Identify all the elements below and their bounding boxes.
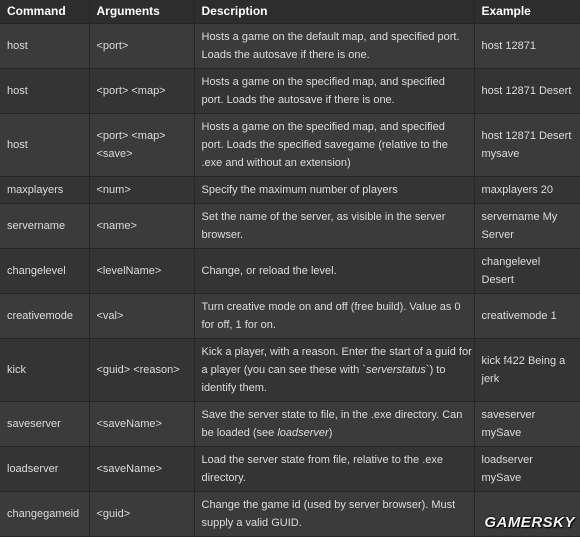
command-cell: host (0, 114, 89, 177)
description-line: Change the game id (used by server browser). Must (201, 499, 456, 511)
command-cell: maxplayers (0, 177, 89, 204)
command-cell: loadserver (0, 447, 89, 492)
command-cell: changelevel (0, 249, 89, 294)
description-line: browser. (201, 229, 244, 241)
description-line: Load the server state from file, relative to the .exe (201, 454, 444, 466)
description-line: Set the name of the server, as visible in the server (201, 211, 446, 223)
arguments-cell (89, 249, 194, 294)
arguments-text: <val> (96, 310, 124, 322)
description-line: Kick a player, with a reason. Enter the start of a guid for (201, 346, 472, 358)
example-cell (474, 447, 580, 492)
description-cell (194, 447, 474, 492)
example-text: changelevel Desert (481, 256, 541, 286)
description-line: Specify the maximum number of players (201, 184, 398, 196)
description-line: supply a valid GUID. (201, 517, 302, 529)
description-text: be loaded (see (201, 427, 278, 439)
example-cell (474, 402, 580, 447)
arguments-text: <saveName> (96, 418, 162, 430)
description-line (202, 361, 472, 379)
description-cell (194, 69, 474, 114)
table-row (0, 294, 580, 339)
table-row (0, 114, 580, 177)
description-line: port. Loads the autosave if there is one. (201, 94, 395, 106)
table-header-row (0, 0, 580, 24)
description-line: Hosts a game on the specified map, and specified (201, 121, 445, 133)
description-line: identify them. (201, 382, 267, 394)
description-emphasis: loadserver (277, 427, 329, 439)
description-line: Turn creative mode on and off (free build). Value as 0 (201, 301, 461, 313)
arguments-text: <port> <map> <save> (96, 130, 166, 160)
command-cell: saveserver (0, 402, 89, 447)
arguments-text: <num> (96, 184, 131, 196)
description-cell (194, 204, 474, 249)
description-line: .exe and without an extension) (201, 157, 351, 169)
command-cell: changegameid (0, 492, 89, 537)
table-row (0, 204, 580, 249)
arguments-text: <port> (96, 40, 129, 52)
command-cell: creativemode (0, 294, 89, 339)
arguments-text: <saveName> (96, 463, 162, 475)
description-cell (194, 492, 474, 537)
arguments-text: <name> (96, 220, 137, 232)
description-line: for off, 1 for on. (201, 319, 276, 331)
arguments-cell (89, 69, 194, 114)
arguments-cell (89, 447, 194, 492)
arguments-cell (89, 204, 194, 249)
example-cell (474, 69, 580, 114)
table-row (0, 249, 580, 294)
table-row (0, 402, 580, 447)
description-text: a player (you can see these with ` (201, 364, 366, 376)
description-text: `) to (425, 364, 446, 376)
example-cell (474, 249, 580, 294)
command-cell: host (0, 24, 89, 69)
description-line: Loads the autosave if there is one. (201, 49, 370, 61)
description-cell (194, 294, 474, 339)
arguments-cell (89, 492, 194, 537)
gamersky-watermark-logo: GAMERSKY (484, 514, 575, 531)
table-row (0, 177, 580, 204)
column-header-example: Example (474, 0, 580, 24)
table-row (0, 447, 580, 492)
command-cell: host (0, 69, 89, 114)
command-cell: servername (0, 204, 89, 249)
description-cell (194, 249, 474, 294)
description-line: Change, or reload the level. (201, 265, 337, 277)
arguments-cell (89, 114, 194, 177)
example-text: creativemode 1 (481, 310, 557, 322)
description-cell (194, 114, 474, 177)
arguments-text: <levelName> (96, 265, 162, 277)
description-cell (194, 402, 474, 447)
description-emphasis: serverstatus (365, 364, 426, 376)
column-header-arguments: Arguments (89, 0, 194, 24)
example-cell (474, 177, 580, 204)
example-cell (474, 114, 580, 177)
example-cell (474, 204, 580, 249)
description-line: Hosts a game on the default map, and specified port. (201, 31, 460, 43)
arguments-cell (89, 24, 194, 69)
table-row (0, 339, 580, 402)
arguments-cell (89, 339, 194, 402)
example-text: loadserver mySave (481, 454, 533, 484)
command-cell: kick (0, 339, 89, 402)
example-cell (474, 294, 580, 339)
arguments-cell (89, 177, 194, 204)
arguments-cell (89, 294, 194, 339)
description-cell (194, 24, 474, 69)
table-row (0, 69, 580, 114)
arguments-cell (89, 402, 194, 447)
example-text: maxplayers 20 (481, 184, 554, 196)
column-header-command: Command (0, 0, 89, 24)
example-cell (474, 24, 580, 69)
description-line: Hosts a game on the specified map, and specified (201, 76, 445, 88)
description-line: port. Loads the specified savegame (relative to the (201, 139, 448, 151)
example-text: kick f422 Being a jerk (481, 355, 566, 385)
example-text: saveserver mySave (481, 409, 536, 439)
description-text: ) (328, 427, 333, 439)
column-header-description: Description (194, 0, 474, 24)
table-row (0, 24, 580, 69)
arguments-text: <guid> (96, 508, 131, 520)
description-line: Save the server state to file, in the .exe directory. Can (201, 409, 463, 421)
table-body (0, 24, 580, 537)
example-text: host 12871 (481, 40, 536, 52)
description-line (202, 424, 472, 442)
description-line: directory. (201, 472, 246, 484)
description-cell (194, 177, 474, 204)
arguments-text: <guid> <reason> (96, 364, 180, 376)
example-cell (474, 339, 580, 402)
arguments-text: <port> <map> (96, 85, 166, 97)
example-text: host 12871 Desert mysave (481, 130, 572, 160)
description-cell (194, 339, 474, 402)
example-text: host 12871 Desert (481, 85, 572, 97)
example-text: servername My Server (481, 211, 558, 241)
